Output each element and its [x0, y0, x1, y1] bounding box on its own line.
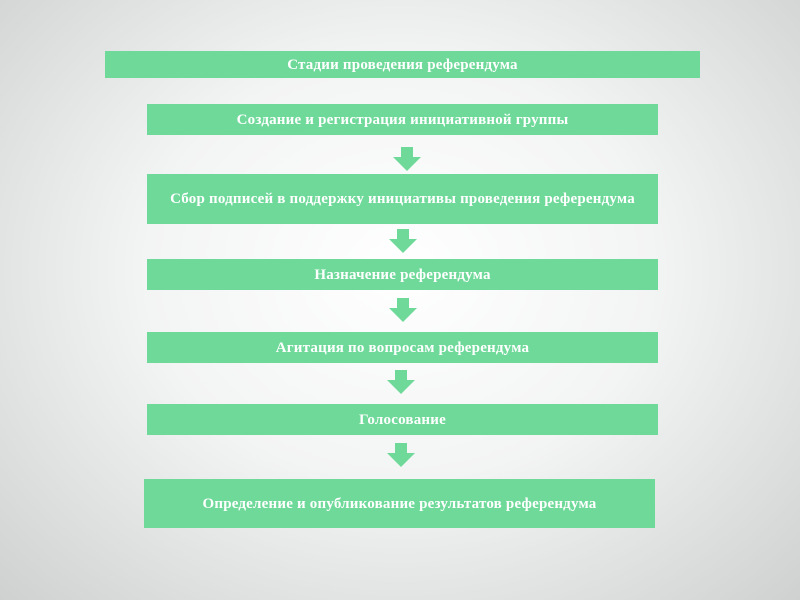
arrow-down-icon — [386, 443, 416, 467]
step-box-4: Агитация по вопросам референдума — [147, 332, 658, 363]
arrow-down-icon — [392, 147, 422, 171]
step-box-1: Создание и регистрация инициативной группы — [147, 104, 658, 135]
arrow-down-icon — [388, 298, 418, 322]
diagram-title: Стадии проведения референдума — [105, 51, 700, 78]
step-box-5: Голосование — [147, 404, 658, 435]
arrow-down-icon — [386, 370, 416, 394]
arrow-down-icon — [388, 229, 418, 253]
step-box-2: Сбор подписей в поддержку инициативы проведения референдума — [147, 174, 658, 224]
step-box-3: Назначение референдума — [147, 259, 658, 290]
step-box-6: Определение и опубликование результатов референдума — [144, 479, 655, 528]
